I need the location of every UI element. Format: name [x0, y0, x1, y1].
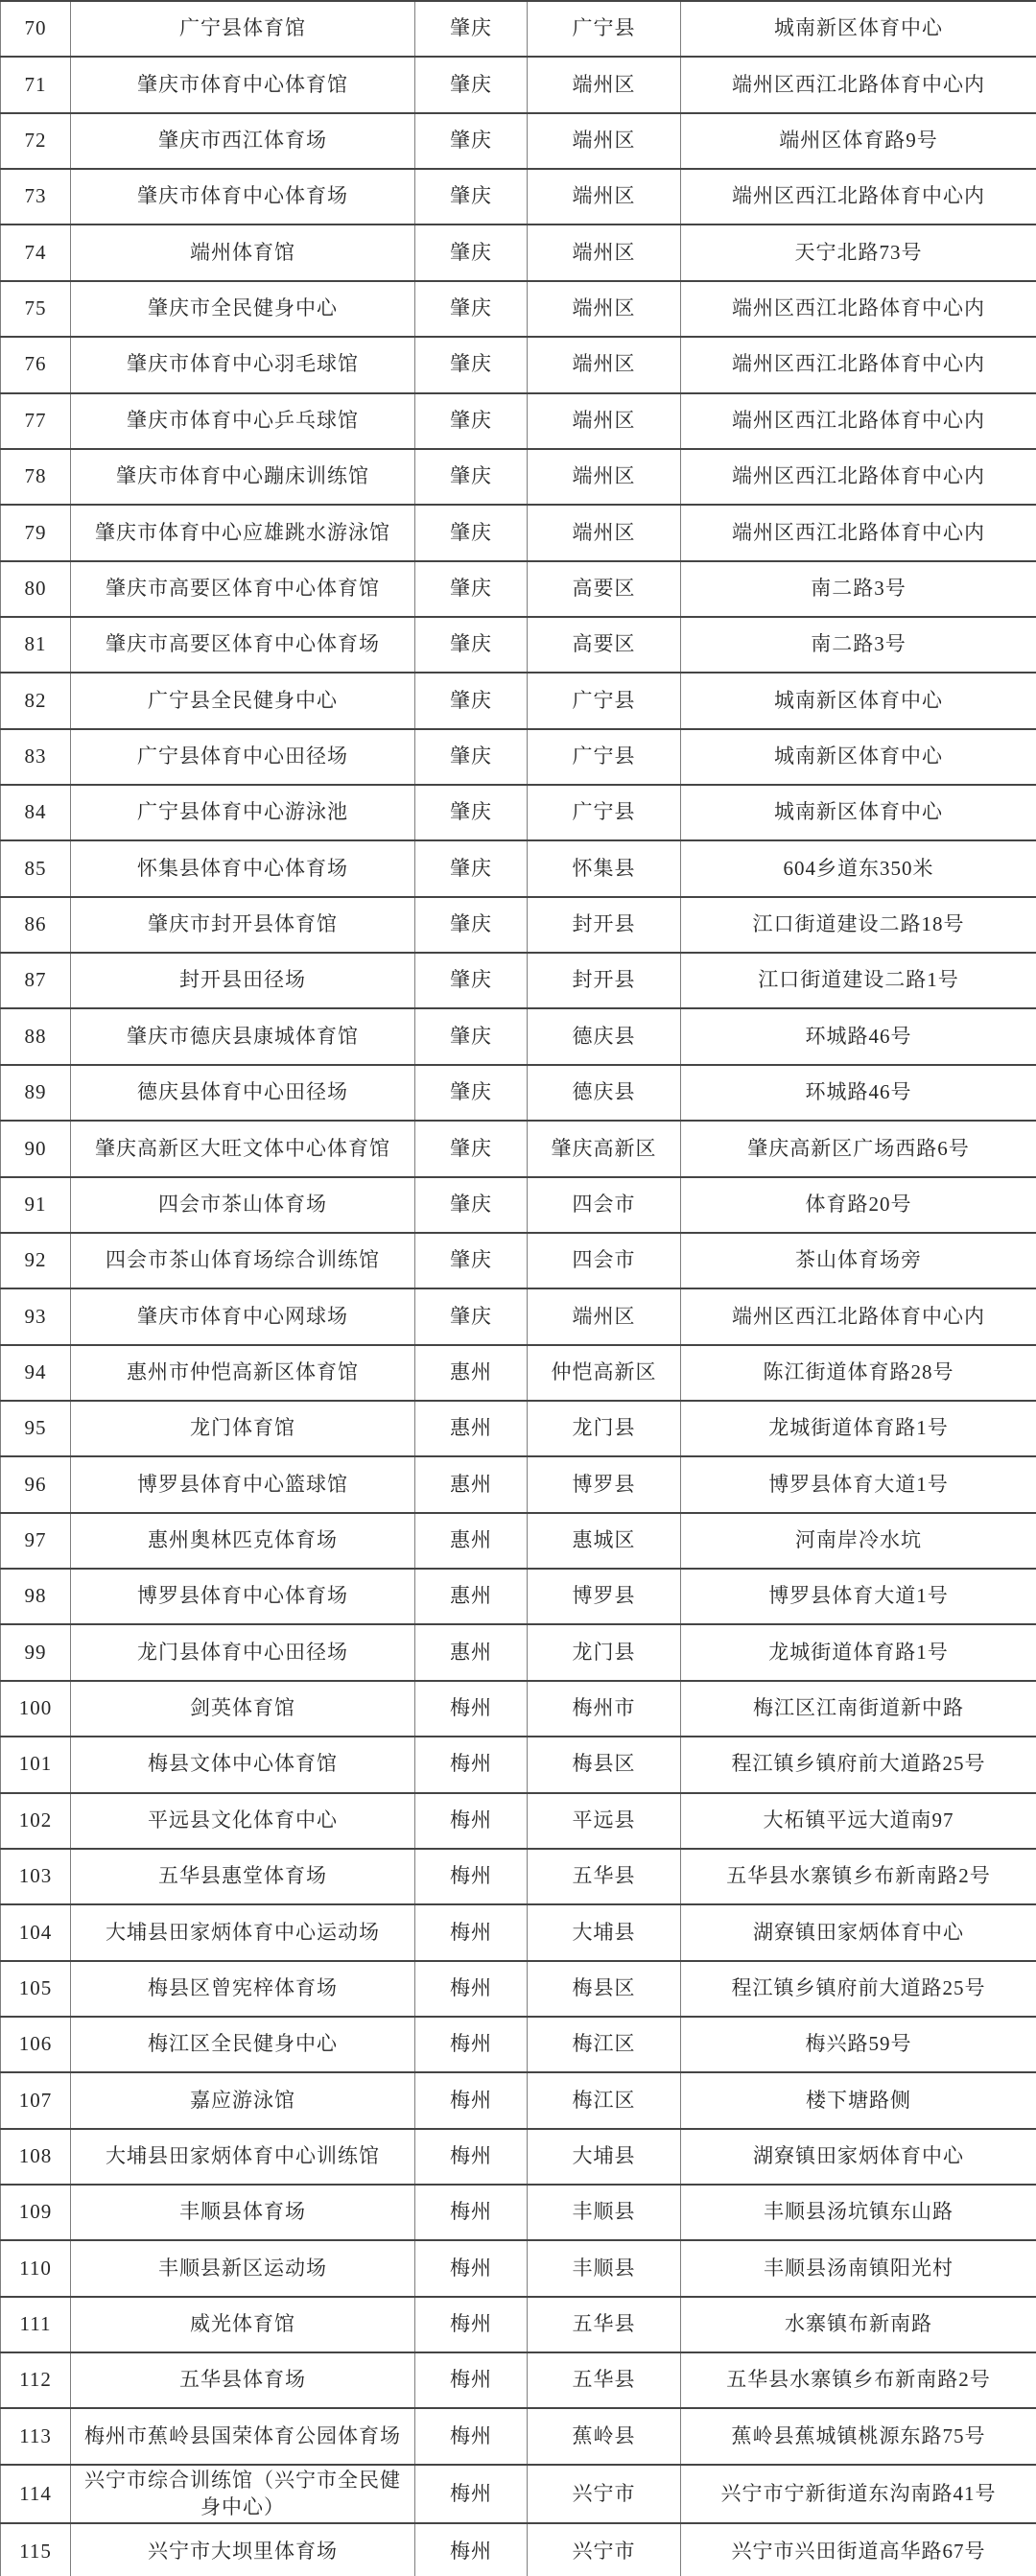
venues-table-body	[1, 1, 1036, 2576]
table-row	[1, 169, 1036, 225]
row-number-cell: 112	[1, 2352, 71, 2408]
address-cell: 南二路3号	[681, 561, 1036, 617]
address-cell: 肇庆高新区广场西路6号	[681, 1121, 1036, 1176]
row-number-cell: 99	[1, 1624, 71, 1680]
district-cell: 梅县区	[528, 1961, 681, 2017]
table-row	[1, 1737, 1036, 1792]
city-cell: 肇庆	[415, 897, 528, 953]
venue-name-cell: 丰顺县体育场	[71, 2185, 415, 2240]
address-cell: 天宁北路73号	[681, 225, 1036, 280]
city-cell: 肇庆	[415, 225, 528, 280]
address-cell: 陈江街道体育路28号	[681, 1345, 1036, 1401]
row-number-cell: 89	[1, 1065, 71, 1121]
district-cell: 兴宁市	[528, 2465, 681, 2523]
table-row	[1, 1904, 1036, 1960]
city-cell: 肇庆	[415, 1, 528, 57]
city-cell: 梅州	[415, 2240, 528, 2296]
venue-name-cell: 五华县惠堂体育场	[71, 1849, 415, 1904]
table-row	[1, 1849, 1036, 1904]
row-number-cell: 87	[1, 953, 71, 1008]
city-cell: 肇庆	[415, 729, 528, 785]
row-number-cell: 83	[1, 729, 71, 785]
row-number-cell: 82	[1, 673, 71, 728]
venue-name-cell: 博罗县体育中心体育场	[71, 1569, 415, 1624]
row-number-cell: 85	[1, 840, 71, 896]
row-number-cell: 98	[1, 1569, 71, 1624]
venue-name-cell: 肇庆市西江体育场	[71, 113, 415, 169]
address-cell: 楼下塘路侧	[681, 2072, 1036, 2128]
district-cell: 端州区	[528, 337, 681, 392]
table-row	[1, 1345, 1036, 1401]
row-number-cell: 77	[1, 393, 71, 449]
table-row	[1, 505, 1036, 560]
address-cell: 梅江区江南街道新中路	[681, 1681, 1036, 1737]
table-row	[1, 953, 1036, 1008]
venue-name-cell: 肇庆高新区大旺文体中心体育馆	[71, 1121, 415, 1176]
city-cell: 梅州	[415, 2129, 528, 2185]
table-row	[1, 225, 1036, 280]
city-cell: 梅州	[415, 2017, 528, 2072]
venue-name-cell: 广宁县体育中心游泳池	[71, 785, 415, 840]
city-cell: 梅州	[415, 2185, 528, 2240]
table-row	[1, 1961, 1036, 2017]
address-cell: 端州区西江北路体育中心内	[681, 505, 1036, 560]
city-cell: 肇庆	[415, 169, 528, 225]
district-cell: 广宁县	[528, 785, 681, 840]
city-cell: 肇庆	[415, 449, 528, 505]
table-row	[1, 2072, 1036, 2128]
district-cell: 广宁县	[528, 729, 681, 785]
row-number-cell: 79	[1, 505, 71, 560]
row-number-cell: 95	[1, 1401, 71, 1456]
city-cell: 梅州	[415, 2072, 528, 2128]
venue-name-cell: 广宁县全民健身中心	[71, 673, 415, 728]
city-cell: 梅州	[415, 1793, 528, 1849]
table-row	[1, 785, 1036, 840]
city-cell: 肇庆	[415, 840, 528, 896]
district-cell: 丰顺县	[528, 2240, 681, 2296]
table-row	[1, 2017, 1036, 2072]
district-cell: 怀集县	[528, 840, 681, 896]
district-cell: 大埔县	[528, 1904, 681, 1960]
row-number-cell: 71	[1, 57, 71, 112]
row-number-cell: 90	[1, 1121, 71, 1176]
row-number-cell: 115	[1, 2523, 71, 2576]
city-cell: 肇庆	[415, 673, 528, 728]
address-cell: 梅兴路59号	[681, 2017, 1036, 2072]
address-cell: 丰顺县汤坑镇东山路	[681, 2185, 1036, 2240]
address-cell: 城南新区体育中心	[681, 729, 1036, 785]
district-cell: 端州区	[528, 113, 681, 169]
address-cell: 江口街道建设二路18号	[681, 897, 1036, 953]
venue-name-cell: 端州体育馆	[71, 225, 415, 280]
row-number-cell: 88	[1, 1008, 71, 1064]
table-row	[1, 337, 1036, 392]
city-cell: 惠州	[415, 1345, 528, 1401]
table-row	[1, 561, 1036, 617]
venue-name-cell: 肇庆市体育中心体育馆	[71, 57, 415, 112]
address-cell: 蕉岭县蕉城镇桃源东路75号	[681, 2408, 1036, 2464]
city-cell: 肇庆	[415, 57, 528, 112]
city-cell: 梅州	[415, 1737, 528, 1792]
venue-name-cell: 梅江区全民健身中心	[71, 2017, 415, 2072]
district-cell: 平远县	[528, 1793, 681, 1849]
address-cell: 端州区西江北路体育中心内	[681, 57, 1036, 112]
city-cell: 梅州	[415, 2297, 528, 2352]
district-cell: 高要区	[528, 617, 681, 673]
district-cell: 端州区	[528, 281, 681, 337]
district-cell: 蕉岭县	[528, 2408, 681, 2464]
city-cell: 梅州	[415, 2465, 528, 2523]
venue-name-cell: 梅州市蕉岭县国荣体育公园体育场	[71, 2408, 415, 2464]
venue-name-cell: 嘉应游泳馆	[71, 2072, 415, 2128]
address-cell: 环城路46号	[681, 1065, 1036, 1121]
venue-name-cell: 广宁县体育馆	[71, 1, 415, 57]
district-cell: 封开县	[528, 953, 681, 1008]
address-cell: 茶山体育场旁	[681, 1233, 1036, 1288]
district-cell: 广宁县	[528, 673, 681, 728]
district-cell: 四会市	[528, 1177, 681, 1233]
city-cell: 肇庆	[415, 393, 528, 449]
row-number-cell: 110	[1, 2240, 71, 2296]
row-number-cell: 107	[1, 2072, 71, 2128]
venue-name-cell: 德庆县体育中心田径场	[71, 1065, 415, 1121]
table-row	[1, 729, 1036, 785]
table-row	[1, 1008, 1036, 1064]
district-cell: 丰顺县	[528, 2185, 681, 2240]
address-cell: 端州区西江北路体育中心内	[681, 169, 1036, 225]
district-cell: 肇庆高新区	[528, 1121, 681, 1176]
table-row	[1, 1569, 1036, 1624]
venue-name-cell: 肇庆市体育中心网球场	[71, 1288, 415, 1344]
city-cell: 惠州	[415, 1513, 528, 1569]
district-cell: 龙门县	[528, 1401, 681, 1456]
table-row	[1, 2240, 1036, 2296]
district-cell: 博罗县	[528, 1456, 681, 1512]
venue-name-cell: 四会市茶山体育场综合训练馆	[71, 1233, 415, 1288]
address-cell: 兴宁市兴田街道高华路67号	[681, 2523, 1036, 2576]
row-number-cell: 101	[1, 1737, 71, 1792]
table-row	[1, 1233, 1036, 1288]
row-number-cell: 72	[1, 113, 71, 169]
row-number-cell: 80	[1, 561, 71, 617]
venue-name-cell: 肇庆市封开县体育馆	[71, 897, 415, 953]
table-row	[1, 1401, 1036, 1456]
venue-name-cell: 丰顺县新区运动场	[71, 2240, 415, 2296]
address-cell: 端州区西江北路体育中心内	[681, 1288, 1036, 1344]
table-row	[1, 673, 1036, 728]
row-number-cell: 104	[1, 1904, 71, 1960]
city-cell: 梅州	[415, 1904, 528, 1960]
city-cell: 肇庆	[415, 1233, 528, 1288]
district-cell: 五华县	[528, 2297, 681, 2352]
address-cell: 端州区西江北路体育中心内	[681, 337, 1036, 392]
city-cell: 肇庆	[415, 785, 528, 840]
table-row	[1, 1456, 1036, 1512]
address-cell: 龙城街道体育路1号	[681, 1401, 1036, 1456]
venue-name-cell: 兴宁市综合训练馆（兴宁市全民健身中心）	[71, 2465, 415, 2523]
table-row	[1, 2129, 1036, 2185]
row-number-cell: 93	[1, 1288, 71, 1344]
city-cell: 梅州	[415, 1961, 528, 2017]
city-cell: 肇庆	[415, 1288, 528, 1344]
address-cell: 端州区西江北路体育中心内	[681, 281, 1036, 337]
row-number-cell: 84	[1, 785, 71, 840]
venue-name-cell: 兴宁市大坝里体育场	[71, 2523, 415, 2576]
table-row	[1, 1177, 1036, 1233]
venue-name-cell: 怀集县体育中心体育场	[71, 840, 415, 896]
district-cell: 大埔县	[528, 2129, 681, 2185]
row-number-cell: 108	[1, 2129, 71, 2185]
table-row	[1, 617, 1036, 673]
city-cell: 肇庆	[415, 1065, 528, 1121]
address-cell: 城南新区体育中心	[681, 673, 1036, 728]
venue-name-cell: 平远县文化体育中心	[71, 1793, 415, 1849]
district-cell: 端州区	[528, 393, 681, 449]
address-cell: 端州区体育路9号	[681, 113, 1036, 169]
venue-name-cell: 惠州奥林匹克体育场	[71, 1513, 415, 1569]
address-cell: 程江镇乡镇府前大道路25号	[681, 1737, 1036, 1792]
table-row	[1, 57, 1036, 112]
row-number-cell: 94	[1, 1345, 71, 1401]
address-cell: 城南新区体育中心	[681, 785, 1036, 840]
address-cell: 604乡道东350米	[681, 840, 1036, 896]
district-cell: 兴宁市	[528, 2523, 681, 2576]
city-cell: 惠州	[415, 1624, 528, 1680]
city-cell: 肇庆	[415, 617, 528, 673]
address-cell: 端州区西江北路体育中心内	[681, 449, 1036, 505]
district-cell: 梅州市	[528, 1681, 681, 1737]
city-cell: 梅州	[415, 2352, 528, 2408]
table-row	[1, 840, 1036, 896]
venue-name-cell: 肇庆市高要区体育中心体育馆	[71, 561, 415, 617]
table-row	[1, 281, 1036, 337]
table-row	[1, 1, 1036, 57]
city-cell: 梅州	[415, 2523, 528, 2576]
venue-name-cell: 龙门县体育中心田径场	[71, 1624, 415, 1680]
venue-name-cell: 肇庆市体育中心蹦床训练馆	[71, 449, 415, 505]
row-number-cell: 91	[1, 1177, 71, 1233]
venue-name-cell: 梅县区曾宪梓体育场	[71, 1961, 415, 2017]
row-number-cell: 109	[1, 2185, 71, 2240]
table-row	[1, 2185, 1036, 2240]
table-row	[1, 2297, 1036, 2352]
city-cell: 梅州	[415, 1849, 528, 1904]
district-cell: 梅江区	[528, 2072, 681, 2128]
venue-name-cell: 肇庆市体育中心应雄跳水游泳馆	[71, 505, 415, 560]
district-cell: 端州区	[528, 169, 681, 225]
row-number-cell: 106	[1, 2017, 71, 2072]
address-cell: 五华县水寨镇乡布新南路2号	[681, 2352, 1036, 2408]
row-number-cell: 76	[1, 337, 71, 392]
address-cell: 程江镇乡镇府前大道路25号	[681, 1961, 1036, 2017]
row-number-cell: 74	[1, 225, 71, 280]
address-cell: 湖寮镇田家炳体育中心	[681, 2129, 1036, 2185]
table-row	[1, 2352, 1036, 2408]
city-cell: 惠州	[415, 1401, 528, 1456]
district-cell: 端州区	[528, 57, 681, 112]
city-cell: 肇庆	[415, 113, 528, 169]
district-cell: 高要区	[528, 561, 681, 617]
city-cell: 惠州	[415, 1456, 528, 1512]
venue-name-cell: 封开县田径场	[71, 953, 415, 1008]
address-cell: 丰顺县汤南镇阳光村	[681, 2240, 1036, 2296]
venue-name-cell: 肇庆市体育中心乒乓球馆	[71, 393, 415, 449]
row-number-cell: 102	[1, 1793, 71, 1849]
district-cell: 德庆县	[528, 1008, 681, 1064]
district-cell: 梅县区	[528, 1737, 681, 1792]
city-cell: 梅州	[415, 2408, 528, 2464]
district-cell: 五华县	[528, 1849, 681, 1904]
address-cell: 五华县水寨镇乡布新南路2号	[681, 1849, 1036, 1904]
city-cell: 肇庆	[415, 281, 528, 337]
venue-name-cell: 四会市茶山体育场	[71, 1177, 415, 1233]
venue-name-cell: 剑英体育馆	[71, 1681, 415, 1737]
row-number-cell: 100	[1, 1681, 71, 1737]
district-cell: 广宁县	[528, 1, 681, 57]
row-number-cell: 96	[1, 1456, 71, 1512]
district-cell: 梅江区	[528, 2017, 681, 2072]
table-row	[1, 1624, 1036, 1680]
district-cell: 德庆县	[528, 1065, 681, 1121]
table-row	[1, 897, 1036, 953]
address-cell: 江口街道建设二路1号	[681, 953, 1036, 1008]
city-cell: 肇庆	[415, 1121, 528, 1176]
table-row	[1, 1065, 1036, 1121]
city-cell: 肇庆	[415, 505, 528, 560]
row-number-cell: 105	[1, 1961, 71, 2017]
row-number-cell: 92	[1, 1233, 71, 1288]
address-cell: 兴宁市宁新街道东沟南路41号	[681, 2465, 1036, 2523]
venue-name-cell: 大埔县田家炳体育中心运动场	[71, 1904, 415, 1960]
table-row	[1, 2408, 1036, 2464]
row-number-cell: 73	[1, 169, 71, 225]
table-row	[1, 1513, 1036, 1569]
city-cell: 惠州	[415, 1569, 528, 1624]
address-cell: 水寨镇布新南路	[681, 2297, 1036, 2352]
district-cell: 五华县	[528, 2352, 681, 2408]
address-cell: 龙城街道体育路1号	[681, 1624, 1036, 1680]
venue-name-cell: 梅县文体中心体育馆	[71, 1737, 415, 1792]
district-cell: 端州区	[528, 1288, 681, 1344]
venue-name-cell: 博罗县体育中心篮球馆	[71, 1456, 415, 1512]
table-row	[1, 1288, 1036, 1344]
venue-name-cell: 肇庆市德庆县康城体育馆	[71, 1008, 415, 1064]
address-cell: 南二路3号	[681, 617, 1036, 673]
address-cell: 城南新区体育中心	[681, 1, 1036, 57]
city-cell: 肇庆	[415, 1177, 528, 1233]
district-cell: 博罗县	[528, 1569, 681, 1624]
row-number-cell: 111	[1, 2297, 71, 2352]
table-row	[1, 449, 1036, 505]
venue-name-cell: 肇庆市体育中心体育场	[71, 169, 415, 225]
address-cell: 端州区西江北路体育中心内	[681, 393, 1036, 449]
district-cell: 仲恺高新区	[528, 1345, 681, 1401]
address-cell: 大柘镇平远大道南97	[681, 1793, 1036, 1849]
city-cell: 肇庆	[415, 1008, 528, 1064]
row-number-cell: 113	[1, 2408, 71, 2464]
city-cell: 肇庆	[415, 953, 528, 1008]
row-number-cell: 70	[1, 1, 71, 57]
district-cell: 惠城区	[528, 1513, 681, 1569]
venue-name-cell: 惠州市仲恺高新区体育馆	[71, 1345, 415, 1401]
table-row	[1, 2523, 1036, 2576]
venue-name-cell: 大埔县田家炳体育中心训练馆	[71, 2129, 415, 2185]
district-cell: 端州区	[528, 225, 681, 280]
address-cell: 湖寮镇田家炳体育中心	[681, 1904, 1036, 1960]
district-cell: 龙门县	[528, 1624, 681, 1680]
address-cell: 博罗县体育大道1号	[681, 1456, 1036, 1512]
table-row	[1, 2465, 1036, 2523]
city-cell: 肇庆	[415, 561, 528, 617]
district-cell: 四会市	[528, 1233, 681, 1288]
address-cell: 河南岸冷水坑	[681, 1513, 1036, 1569]
row-number-cell: 86	[1, 897, 71, 953]
row-number-cell: 97	[1, 1513, 71, 1569]
table-row	[1, 1681, 1036, 1737]
table-row	[1, 1121, 1036, 1176]
venue-name-cell: 肇庆市体育中心羽毛球馆	[71, 337, 415, 392]
venue-name-cell: 龙门体育馆	[71, 1401, 415, 1456]
row-number-cell: 81	[1, 617, 71, 673]
venue-name-cell: 肇庆市全民健身中心	[71, 281, 415, 337]
venue-name-cell: 肇庆市高要区体育中心体育场	[71, 617, 415, 673]
row-number-cell: 75	[1, 281, 71, 337]
district-cell: 封开县	[528, 897, 681, 953]
venue-name-cell: 五华县体育场	[71, 2352, 415, 2408]
address-cell: 博罗县体育大道1号	[681, 1569, 1036, 1624]
table-row	[1, 113, 1036, 169]
venue-name-cell: 威光体育馆	[71, 2297, 415, 2352]
row-number-cell: 78	[1, 449, 71, 505]
row-number-cell: 103	[1, 1849, 71, 1904]
district-cell: 端州区	[528, 449, 681, 505]
venue-name-cell: 广宁县体育中心田径场	[71, 729, 415, 785]
table-row	[1, 1793, 1036, 1849]
city-cell: 肇庆	[415, 337, 528, 392]
city-cell: 梅州	[415, 1681, 528, 1737]
address-cell: 环城路46号	[681, 1008, 1036, 1064]
address-cell: 体育路20号	[681, 1177, 1036, 1233]
table-row	[1, 393, 1036, 449]
row-number-cell: 114	[1, 2465, 71, 2523]
district-cell: 端州区	[528, 505, 681, 560]
